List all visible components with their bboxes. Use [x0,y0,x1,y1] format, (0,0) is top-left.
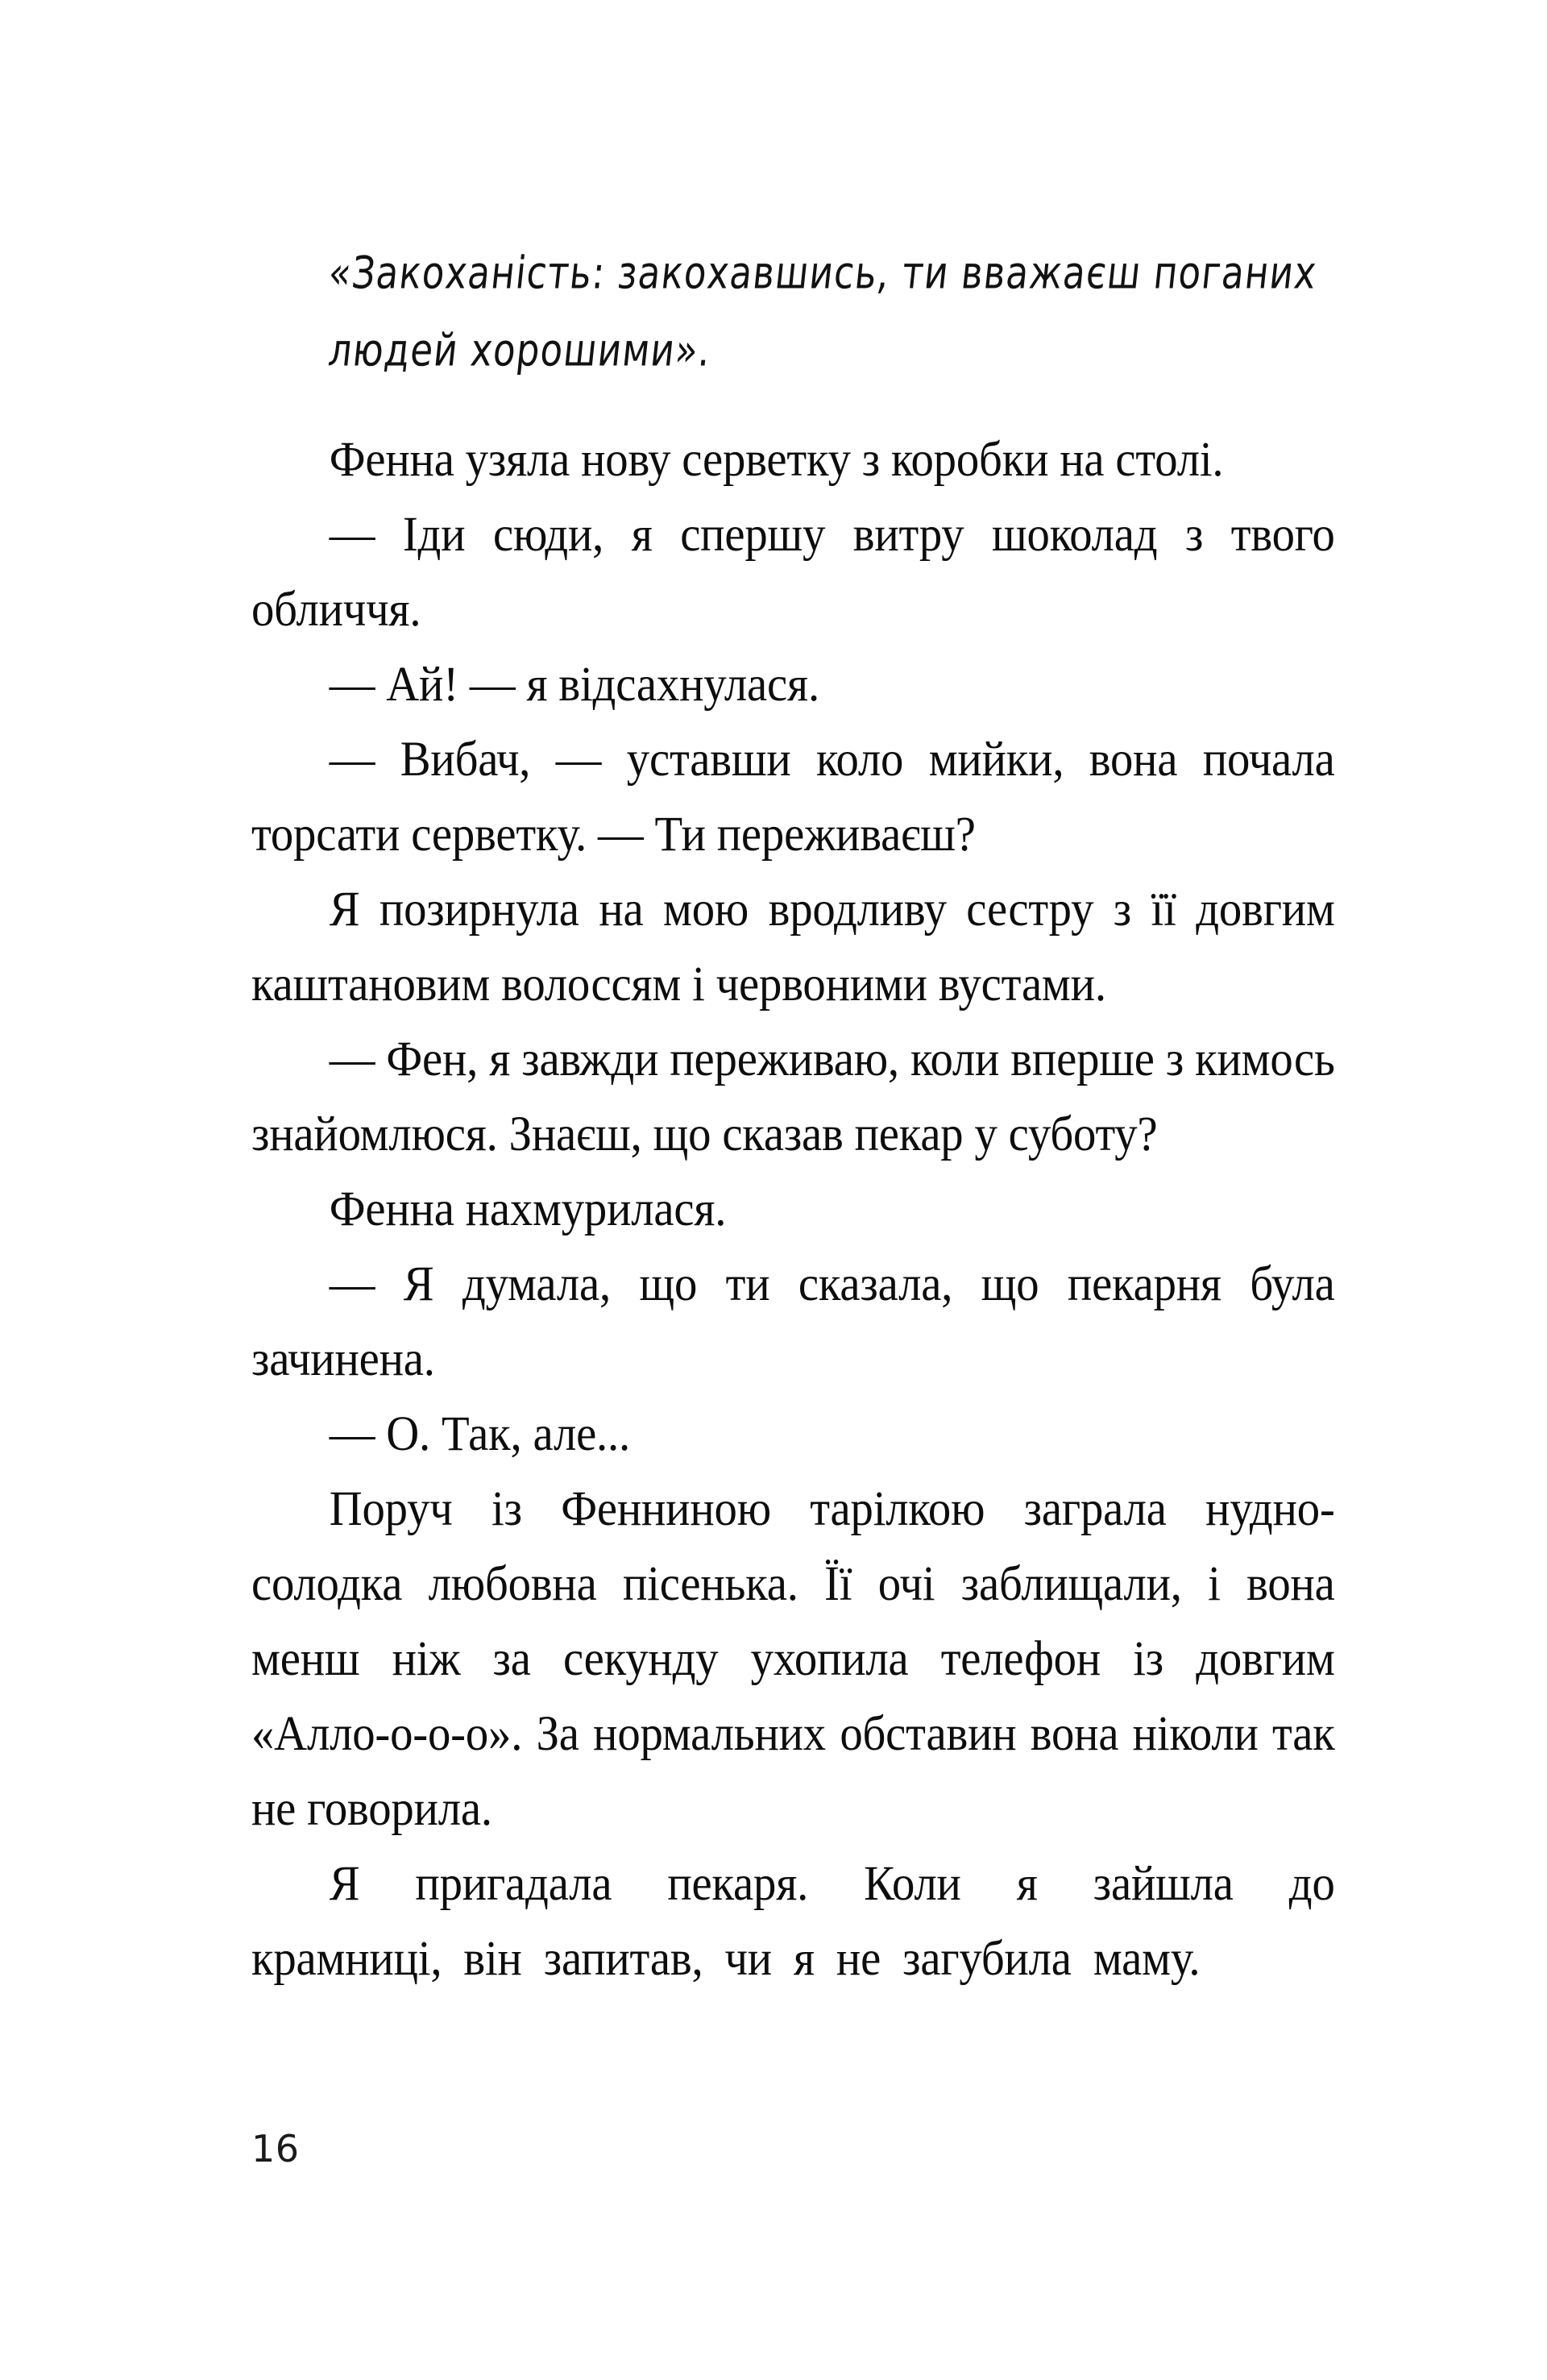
epigraph-line-1: «Закоханість: закохавшись, ти вважаєш поганих [326,247,1320,300]
epigraph [326,235,1352,390]
epigraph-line-2: людей хорошими». [326,324,714,377]
paragraph-narration: Я пригадала пекаря. Коли я зайшла до крамниці, він запитав, чи я не загубила маму. [251,1857,1335,1986]
paragraph-dialogue: — О. Так, але... [329,1407,631,1461]
paragraph-narration: Я позирнула на мою вродливу сестру з її довгим каштановим волоссям і червоними вустами. [251,883,1335,1011]
body-text [251,422,1335,1996]
paragraph-dialogue: — Фен, я завжди переживаю, коли вперше з кимось знайомлюся. Знаєш, що сказав пекар у суботу? [251,1032,1335,1161]
page-number: 16 [251,2127,300,2170]
paragraph-dialogue: — Ай! — я відсахнулася. [329,658,819,712]
paragraph-dialogue: — Вибач, — уставши коло мийки, вона почала торсати серветку. — Ти переживаєш? [251,733,1335,862]
paragraph-narration: Фенна узяла нову серветку з коробки на столі. [329,433,1224,487]
paragraph-dialogue: — Я думала, що ти сказала, що пекарня була зачинена. [251,1257,1335,1386]
paragraph-dialogue: — Іди сюди, я спершу витру шоколад з твого обличчя. [251,508,1335,637]
paragraph-narration: Фенна нахмурилася. [329,1182,727,1236]
paragraph-narration: Поруч із Фенниною тарілкою заграла нудно-солодка любовна пісенька. Її очі заблищали, і вона менш ніж за секунду ухопила телефон із довгим «Алло-о-о-о». За нормальних обставин вона ніколи так не говорила. [251,1482,1335,1836]
